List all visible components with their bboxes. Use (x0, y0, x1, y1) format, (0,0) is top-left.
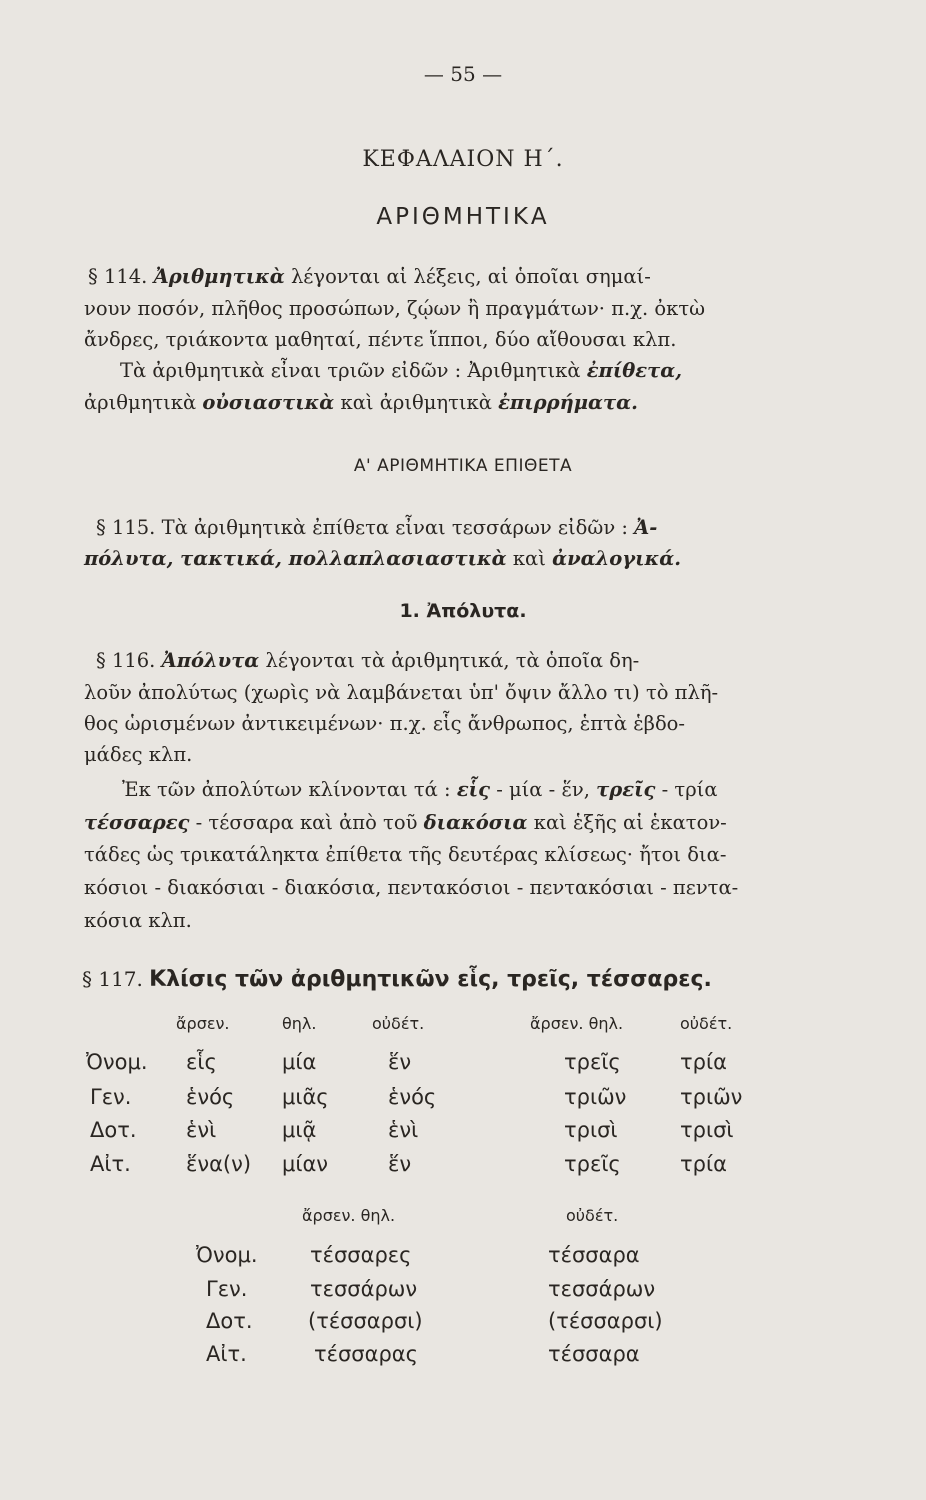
col-header: οὐδέτ. (372, 1014, 425, 1033)
term-bold: ἐπίθετα, (586, 359, 683, 382)
p114-line5 (84, 388, 784, 418)
table-cell: τριῶν (564, 1085, 627, 1109)
case-label: Αἰτ. (206, 1342, 247, 1366)
table-cell: ἕνα(ν) (186, 1152, 252, 1176)
case-label: Αἰτ. (90, 1152, 131, 1176)
term-bold: ἐπιρρήματα. (498, 391, 638, 414)
col-header: ἄρσεν. θηλ. (530, 1014, 624, 1033)
table-cell: ἕν (388, 1050, 412, 1074)
p114-line3: ἄνδρες, τριάκοντα μαθηταί, πέντε ἵπποι, δύο αἴθουσαι κλπ. (84, 328, 677, 351)
col-header: οὐδέτ. (566, 1206, 619, 1225)
col-header: ἄρσεν. (176, 1014, 230, 1033)
table-cell: τρεῖς (564, 1050, 621, 1074)
table-cell: ἑνὶ (388, 1118, 419, 1142)
table-cell: ἑνὶ (186, 1118, 217, 1142)
text: ἀριθμητικὰ (84, 391, 197, 414)
subheading-1: 1. Ἀπόλυτα. (399, 600, 527, 622)
text: λέγονται τὰ ἀριθμητικά, τὰ ὁποῖα δη- (265, 649, 640, 672)
page-number: — 55 — (423, 62, 503, 86)
p115-line1 (96, 513, 796, 543)
text: § 115. Τὰ ἀριθμητικὰ ἐπίθετα εἶναι τεσσάρων εἰδῶν : (96, 516, 628, 539)
table-cell: τεσσάρων (548, 1277, 656, 1301)
case-label: Γεν. (206, 1277, 248, 1301)
text: - μία - ἕν, (496, 778, 590, 801)
text: λέγονται αἱ λέξεις, αἱ ὁποῖαι σημαί- (290, 265, 651, 288)
p114-line4 (120, 356, 820, 386)
p116-line9: κόσια κλπ. (84, 909, 192, 932)
col-header: οὐδέτ. (680, 1014, 733, 1033)
case-label: Δοτ. (90, 1118, 137, 1142)
table-cell: τριῶν (680, 1085, 743, 1109)
table-cell: μιᾷ (282, 1118, 317, 1142)
case-label: Ὀνομ. (196, 1243, 258, 1267)
case-label: Ὀνομ. (86, 1050, 148, 1074)
table-cell: τρισὶ (680, 1118, 734, 1142)
table-cell: τρία (680, 1050, 727, 1074)
text: Ἐκ τῶν ἀπολύτων κλίνονται τά : (122, 778, 451, 801)
term-bold: οὐσιαστικὰ (202, 391, 335, 414)
term-bold: τρεῖς (596, 778, 656, 801)
p117-line (82, 964, 782, 995)
p116-line7: τάδες ὡς τρικατάληκτα ἐπίθετα τῆς δευτέρας κλίσεως· ἤτοι δια- (84, 843, 727, 866)
term-bold: τέσσαρες (84, 811, 190, 834)
term-bold: Ἀριθμητικὰ (153, 265, 285, 288)
table-cell: μίαν (282, 1152, 329, 1176)
table-cell: μιᾶς (282, 1085, 329, 1109)
text: καὶ ἀριθμητικὰ (340, 391, 492, 414)
case-label: Δοτ. (206, 1309, 253, 1333)
text: - τρία (661, 778, 718, 801)
text: Τὰ ἀριθμητικὰ εἶναι τριῶν εἰδῶν : Ἀριθμητικὰ (120, 359, 581, 382)
col-header: θηλ. (282, 1014, 317, 1033)
p116-line3: θος ὡρισμένων ἀντικειμένων· π.χ. εἷς ἄνθρωπος, ἑπτὰ ἑβδο- (84, 712, 686, 735)
section-number: § 116. (96, 649, 156, 672)
table-cell: ἑνός (388, 1085, 437, 1109)
p116-line8: κόσιοι - διακόσιαι - διακόσια, πεντακόσιοι - πεντακόσιαι - πεντα- (84, 876, 739, 899)
section-number: § 117. (82, 967, 143, 991)
p116-line2: λοῦν ἀπολύτως (χωρὶς νὰ λαμβάνεται ὑπ' ὄψιν ἄλλο τι) τὸ πλῆ- (84, 681, 719, 704)
table-cell: (τέσσαρσι) (548, 1309, 663, 1333)
p116-line4: μάδες κλπ. (84, 743, 193, 766)
chapter-heading: ΚΕΦΑΛΑΙΟΝ Η΄. (362, 147, 564, 172)
term-bold: διακόσια (423, 811, 528, 834)
p114-line2: νουν ποσόν, πλῆθος προσώπων, ζῴων ἢ πραγμάτων· π.χ. ὀκτὼ (84, 297, 706, 320)
table-cell: ἕν (388, 1152, 412, 1176)
table-cell: εἷς (186, 1050, 217, 1074)
table-cell: τρεῖς (564, 1152, 621, 1176)
case-label: Γεν. (90, 1085, 132, 1109)
table-cell: τέσσαρα (548, 1243, 640, 1267)
term-bold: Ἀ- (634, 516, 658, 539)
table-cell: τρισὶ (564, 1118, 618, 1142)
p114-line1 (88, 262, 788, 292)
p116-line1 (96, 646, 796, 676)
table-cell: τέσσαρες (310, 1243, 412, 1267)
section-number: § 114. (88, 265, 148, 288)
subheading-a: Α' ΑΡΙΘΜΗΤΙΚΑ ΕΠΙΘΕΤΑ (353, 456, 573, 476)
term-bold: Ἀπόλυτα (161, 649, 260, 672)
p116-line5 (122, 775, 822, 805)
table-cell: τέσσαρας (314, 1342, 418, 1366)
table-cell: τρία (680, 1152, 727, 1176)
term-bold: εἷς (456, 778, 490, 801)
p115-line2 (84, 544, 784, 574)
table-cell: τεσσάρων (310, 1277, 418, 1301)
term-bold: ἀναλογικά. (552, 547, 682, 570)
section-title: ΑΡΙΘΜΗΤΙΚΑ (376, 204, 550, 230)
table-cell: ἑνός (186, 1085, 235, 1109)
table-cell: τέσσαρα (548, 1342, 640, 1366)
col-header: ἄρσεν. θηλ. (302, 1206, 396, 1225)
table-cell: μία (282, 1050, 317, 1074)
text: - τέσσαρα καὶ ἀπὸ τοῦ (195, 811, 418, 834)
term-bold: πόλυτα, τακτικά, πολλαπλασιαστικὰ (84, 547, 507, 570)
table-cell: (τέσσαρσι) (308, 1309, 423, 1333)
p117-title: Κλίσις τῶν ἀριθμητικῶν εἷς, τρεῖς, τέσσαρες. (149, 967, 712, 992)
text: καὶ ἑξῆς αἱ ἑκατον- (533, 811, 727, 834)
p116-line6 (84, 808, 784, 838)
text: καὶ (512, 547, 546, 570)
